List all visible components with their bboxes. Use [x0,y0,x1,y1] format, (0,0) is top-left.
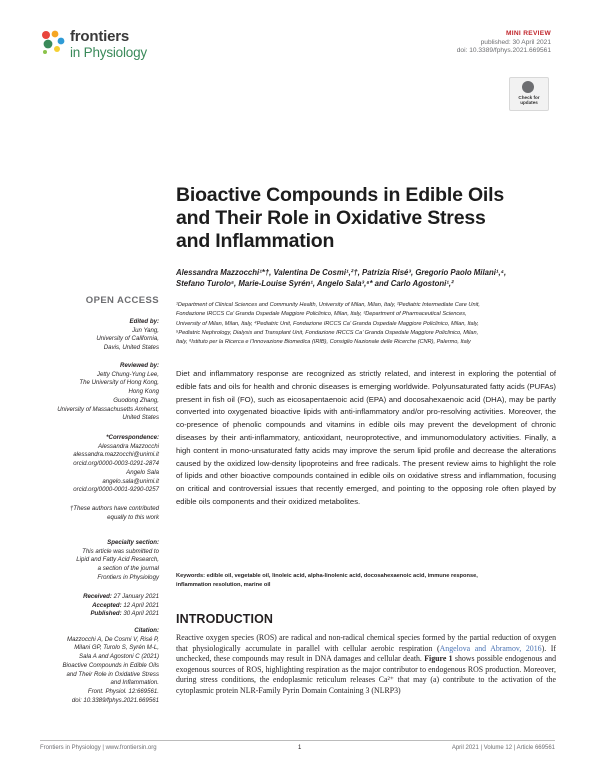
frontiers-logo-icon [40,29,66,55]
journal-logo[interactable] [40,28,180,68]
doi[interactable]: doi: 10.3389/fphys.2021.669561 [456,47,551,55]
correspondence-block: *Correspondence: Alessandra Mazzocchi alessandra.mazzocchi@unimi.it orcid.org/0000-0003-0291-2874 Angelo Sala angelo.sala@unimi.it orcid.org/0000-0001-9290-0257 [73,434,159,494]
affiliations: ¹Department of Clinical Sciences and Community Health, University of Milan, Milan, Italy, ²Pediatric Intermediate Care Unit, Fondazione IRCCS Ca’ Granda Ospedale Maggiore Policlinico, Milan, Italy, ³Department of Pharmaceutical Sciences, University of Milan, Milan, Italy, ⁴Pediatric Unit, Fondazione IRCCS Ca’ Granda Ospedale Maggiore Policlinico, Milan, Italy, ⁵Pediatric Nephrology, Dialysis and Transplant Unit, Fondazione IRCCS Ca’ Granda Ospedale Maggiore Policlinico, Milan, Italy, ⁶Istituto per la Ricerca e l’Innovazione Biomedica (IRIB), Consiglio Nazionale delle Ricerche (CNR), Palermo, Italy [176,302,480,346]
published-date: published: 30 April 2021 [480,38,551,46]
check-for-updates-badge[interactable] [509,77,549,111]
check-updates-icon [522,81,534,93]
email-link[interactable]: angelo.sala@unimi.it [102,477,159,485]
open-access-label: OPEN ACCESS [85,295,159,306]
keywords: Keywords: edible oil, vegetable oil, linoleic acid, alpha-linolenic acid, docosahexaenoic acid, immune response, inflammation resolution, marine oil [176,573,478,588]
reference-link[interactable]: Angelova and Abramov, 2016 [439,643,542,653]
article-header [457,30,551,56]
orcid-link[interactable]: orcid.org/0000-0003-0291-2874 [73,460,159,468]
article-title: Bioactive Compounds in Edible Oils and Their Role in Oxidative Stress and Inflammation [176,184,504,252]
logo-text-frontiers: frontiers [70,28,130,45]
introduction-paragraph: Reactive oxygen species (ROS) are radical and non-radical chemical species formed by the partial reduction of oxygen that physiologically accumulate in parallel with cellular aerobic respiration (Angelova and Abramov, 2016). If unchecked, these compounds may result in DNA damages and cellular death. Figure 1 shows possible endogenous and exogenous sources of ROS, highlighting respiration as the major contributor to endogenous ROS production. Moreover, during stress conditions, the endoplasmic reticulum releases Ca²⁺ that may (a) contribute to the activation of the cytoplasmic protein NLR-Family Pyrin Domain Containing 3 (NLRP3) [176,633,556,695]
footer-issue-info: April 2021 | Volume 12 | Article 669561 [451,745,555,751]
dates-block: Received: 27 January 2021 Accepted: 12 April 2021 Published: 30 April 2021 [83,593,159,618]
abstract: Diet and inflammatory response are recognized as strictly related, and interest in exploring the potential of edible fats and oils for health and chronic diseases is emerging worldwide. Polyunsaturated fatty acids (PUFAs) present in fish oil (FO), such as eicosapentaenoic acid (EPA) and docosahexaenoic acid (DHA), may be partly converted into oxygenated bioactive lipids with anti-inflammatory and/or pro-resolving activities. Moreover, the co-presence of phenolic compounds and vitamins in edible oils may prevent the development of chronic diseases by their anti-inflammatory, antioxidant, neuroprotective, and immunomodulatory activities. Finally, a high content in mono-unsaturated fatty acids may improve the serum lipid profile and decrease the alterations caused by the oxidized low-density lipoproteins and free radicals. The present review aims to highlight the role of lipids and other bioactive compounds contained in edible oils on oxidative stress and inflammation, focusing on critical and controversial issues that recently emerged, and pointing to the opposing role often played by edible oils components and their oxidized metabolites. [176,369,556,506]
equal-contribution-note: †These authors have contributed equally to this work [69,505,159,521]
edited-by-block: Edited by: Jun Yang, University of California, Davis, United States [96,318,159,352]
page-number: 1 [298,745,302,751]
page-footer [40,740,555,753]
footer-journal-link[interactable]: Frontiers in Physiology | www.frontiersin.org [40,745,157,751]
specialty-section-block: Specialty section: This article was submitted to Lipid and Fatty Acid Research, a section of the journal Frontiers in Physiology [76,539,159,581]
orcid-link[interactable]: orcid.org/0000-0001-9290-0257 [73,486,159,494]
article-type: MINI REVIEW [505,30,551,37]
citation-block: Citation: Mazzocchi A, De Cosmi V, Risé P, Milani GP, Turolo S, Syrén M-L, Sala A and Agostoni C (2021) Bioactive Compounds in Edible Oils and Their Role in Oxidative Stress and Inflammation. Front. Physiol. 12:669561. doi: 10.3389/fphys.2021.669561 [62,627,159,704]
figure-link[interactable]: Figure 1 [424,654,453,664]
keywords-label: Keywords: [176,573,206,579]
author-list: Alessandra Mazzocchi¹*†, Valentina De Cosmi¹,²†, Patrizia Risé³, Gregorio Paolo Milani¹,⁴, Stefano Turolo⁵, Marie-Louise Syrén¹, Angelo Sala³,⁶* and Carlo Agostoni¹,² [176,268,507,288]
email-link[interactable]: alessandra.mazzocchi@unimi.it [73,451,159,459]
section-heading-introduction: INTRODUCTION [176,612,274,626]
reviewed-by-block: Reviewed by: Jetty Chung-Yung Lee, The University of Hong Kong, Hong Kong Guodong Zhang, University of Massachusetts Amherst, United States [57,362,159,422]
citation-doi-link[interactable]: doi: 10.3389/fphys.2021.669561 [71,696,159,704]
check-updates-label: Check for updates [518,95,540,105]
logo-text-journal: in Physiology [70,45,147,60]
